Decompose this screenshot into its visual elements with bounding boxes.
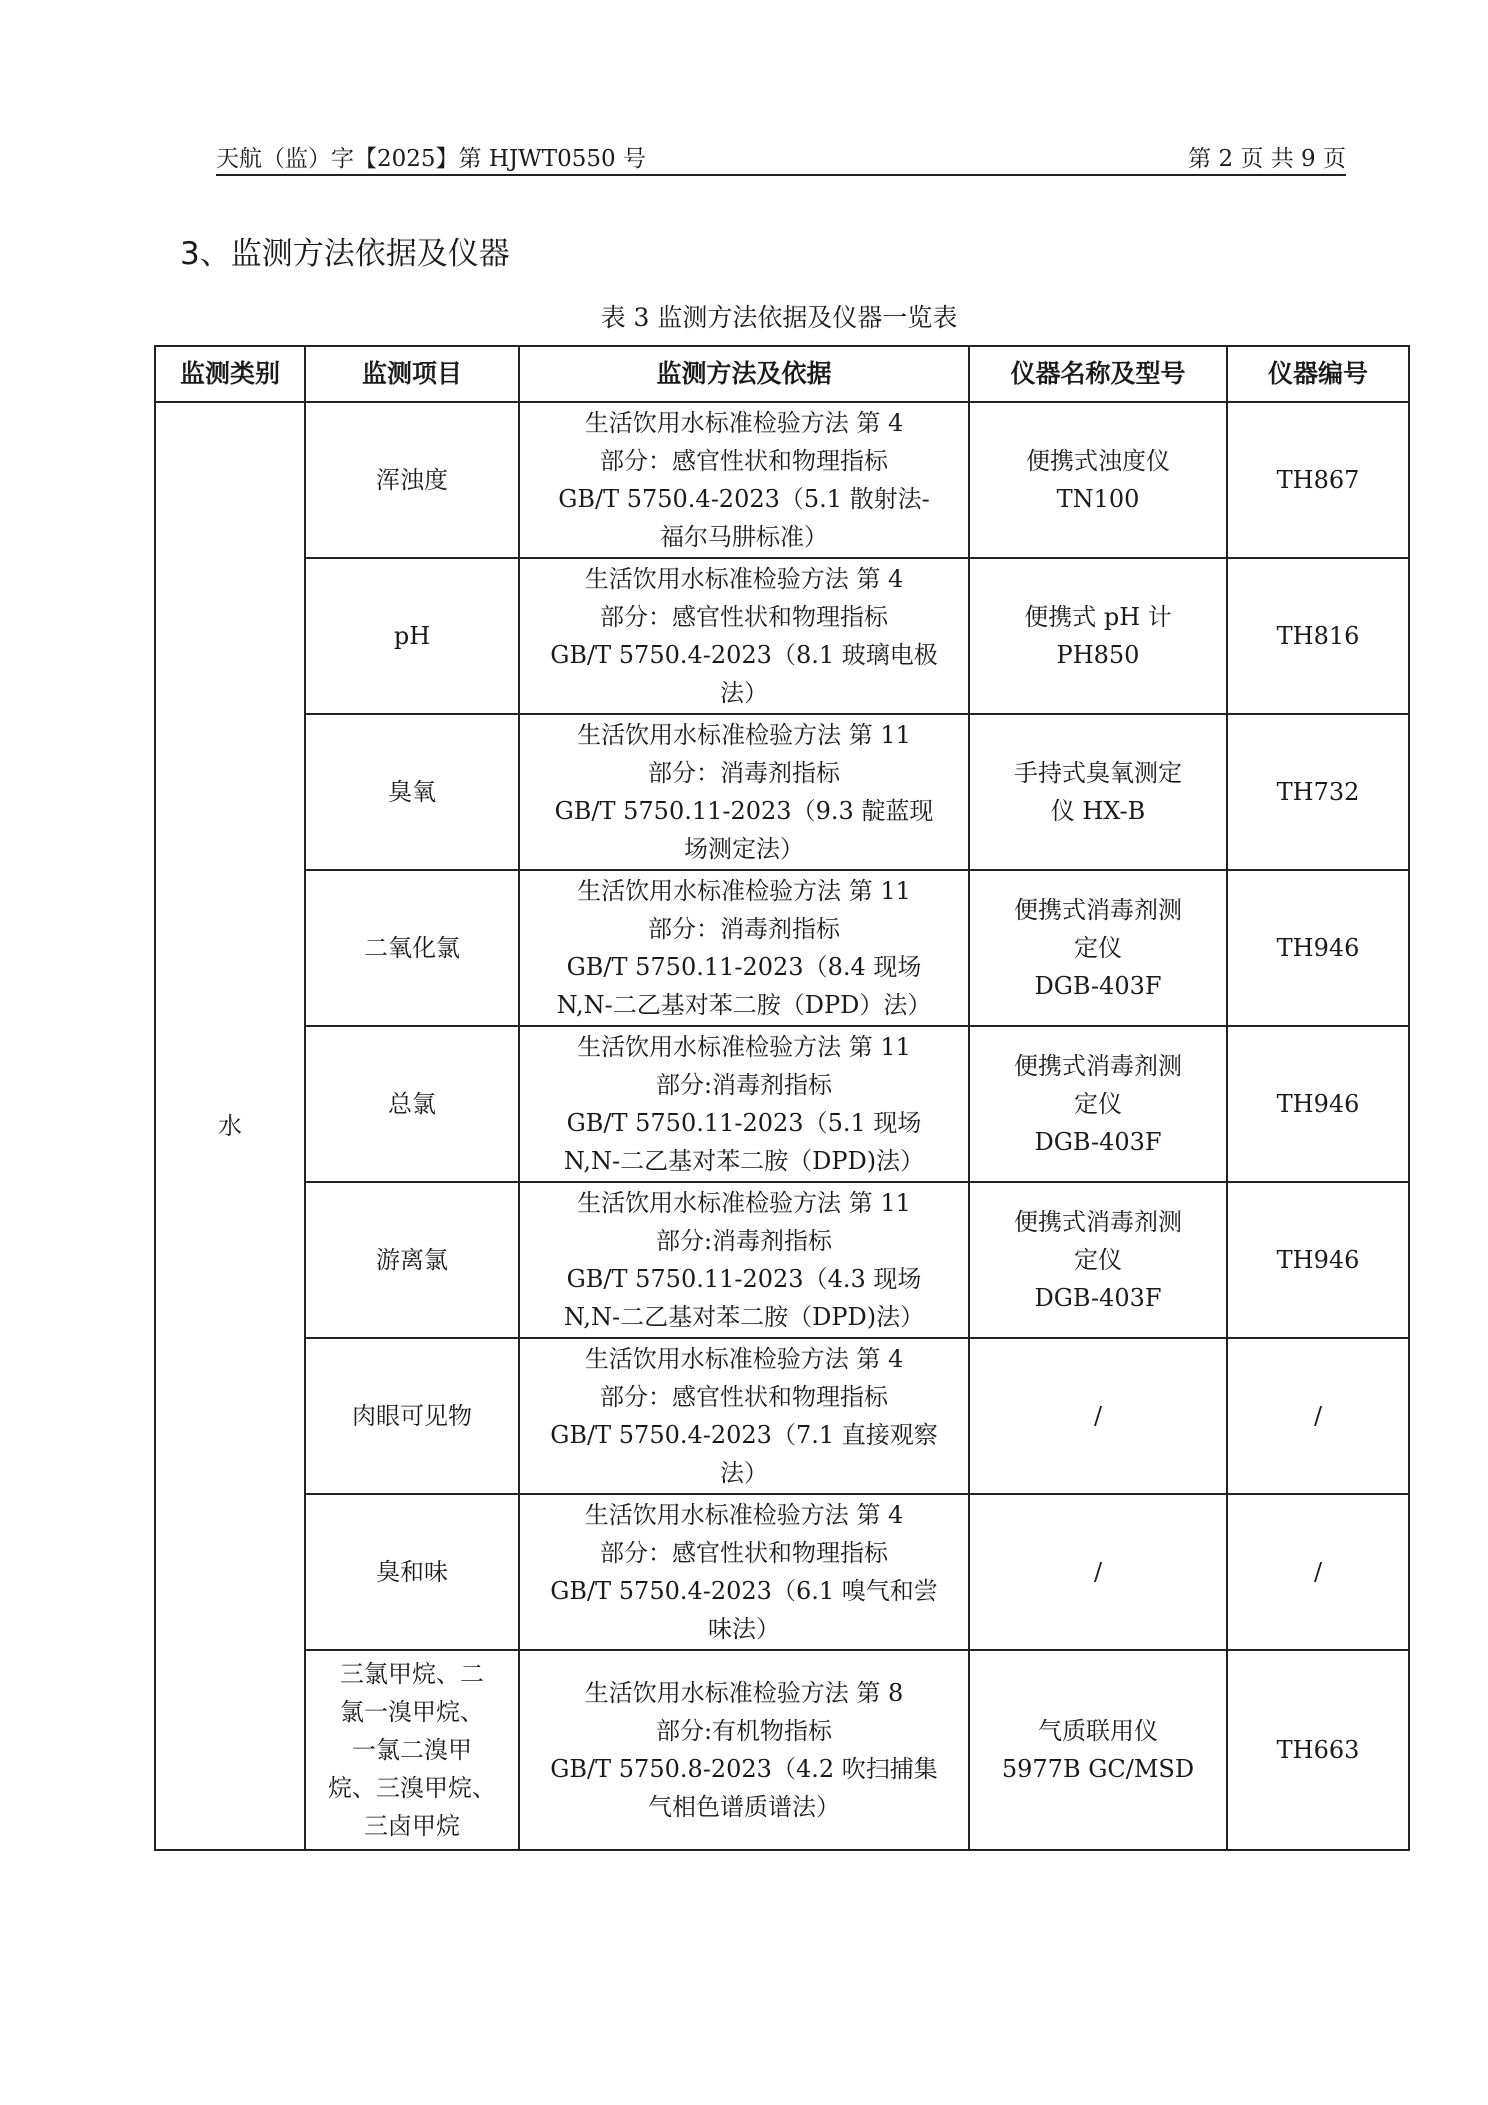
item-cell-line: 肉眼可见物 bbox=[352, 1402, 472, 1430]
method-cell-line: 部分:消毒剂指标 bbox=[655, 1227, 833, 1255]
method-cell-line: 气相色谱质谱法） bbox=[648, 1793, 840, 1821]
code-cell: / bbox=[1227, 1338, 1409, 1494]
item-cell-line: 总氯 bbox=[388, 1090, 436, 1118]
method-cell-line: 生活饮用水标准检验方法 第 11 bbox=[577, 1189, 911, 1217]
instrument-cell bbox=[969, 1182, 1227, 1338]
table-header-row bbox=[155, 346, 1409, 402]
instrument-cell bbox=[969, 558, 1227, 714]
item-cell bbox=[305, 1494, 519, 1650]
instrument-cell-line: DGB-403F bbox=[1034, 1128, 1162, 1156]
instrument-cell bbox=[969, 1494, 1227, 1650]
col-header-method: 监测方法及依据 bbox=[519, 346, 969, 402]
method-cell-line: GB/T 5750.11-2023（4.3 现场 bbox=[566, 1265, 922, 1293]
method-cell bbox=[519, 1650, 969, 1850]
method-cell-line: 生活饮用水标准检验方法 第 4 bbox=[584, 1501, 904, 1529]
method-cell bbox=[519, 870, 969, 1026]
method-cell-line: 部分：感官性状和物理指标 bbox=[600, 603, 888, 631]
table-row bbox=[155, 1338, 1409, 1494]
instrument-cell bbox=[969, 1650, 1227, 1850]
item-cell-line: 臭和味 bbox=[376, 1558, 448, 1586]
item-cell bbox=[305, 1338, 519, 1494]
instrument-cell bbox=[969, 402, 1227, 558]
method-cell-line: 生活饮用水标准检验方法 第 11 bbox=[577, 1033, 911, 1061]
item-cell bbox=[305, 558, 519, 714]
method-cell-line: N,N-二乙基对苯二胺（DPD)法） bbox=[563, 1147, 925, 1175]
section-title: 3、监测方法依据及仪器 bbox=[180, 236, 510, 272]
table-row bbox=[155, 402, 1409, 558]
item-cell-line: 二氧化氯 bbox=[364, 934, 460, 962]
table-row bbox=[155, 1650, 1409, 1850]
category-cell: 水 bbox=[155, 402, 305, 1850]
table-row bbox=[155, 870, 1409, 1026]
method-cell-line: 场测定法） bbox=[684, 835, 804, 863]
instrument-cell-line: / bbox=[1093, 1558, 1103, 1586]
method-cell-line: 部分:消毒剂指标 bbox=[655, 1071, 833, 1099]
item-cell-line: pH bbox=[393, 622, 431, 650]
instrument-cell-line: 定仪 bbox=[1074, 934, 1122, 962]
table-row bbox=[155, 1026, 1409, 1182]
method-cell-line: N,N-二乙基对苯二胺（DPD）法） bbox=[556, 991, 932, 1019]
instrument-cell-line: 定仪 bbox=[1074, 1090, 1122, 1118]
method-cell-line: 生活饮用水标准检验方法 第 8 bbox=[584, 1679, 904, 1707]
page-header bbox=[216, 140, 1346, 176]
instrument-cell-line: 便携式 pH 计 bbox=[1024, 603, 1172, 631]
item-cell-line: 氯一溴甲烷、 bbox=[340, 1698, 484, 1726]
method-cell-line: 部分：消毒剂指标 bbox=[648, 759, 840, 787]
instrument-cell-line: / bbox=[1093, 1402, 1103, 1430]
item-cell-line: 浑浊度 bbox=[376, 466, 448, 494]
method-cell-line: N,N-二乙基对苯二胺（DPD)法） bbox=[563, 1303, 925, 1331]
instrument-cell-line: DGB-403F bbox=[1034, 972, 1162, 1000]
item-cell-line: 烷、三溴甲烷、 bbox=[328, 1774, 496, 1802]
method-cell-line: 部分：消毒剂指标 bbox=[648, 915, 840, 943]
code-cell: TH946 bbox=[1227, 1182, 1409, 1338]
method-cell bbox=[519, 558, 969, 714]
method-cell-line: 法） bbox=[720, 679, 768, 707]
method-cell-line: 生活饮用水标准检验方法 第 11 bbox=[577, 877, 911, 905]
instrument-cell bbox=[969, 870, 1227, 1026]
item-cell bbox=[305, 402, 519, 558]
table-body bbox=[155, 402, 1409, 1850]
instrument-cell-line: 气质联用仪 bbox=[1038, 1717, 1158, 1745]
table-row bbox=[155, 714, 1409, 870]
method-cell-line: 部分:有机物指标 bbox=[655, 1717, 833, 1745]
item-cell bbox=[305, 870, 519, 1026]
method-cell-line: GB/T 5750.11-2023（8.4 现场 bbox=[566, 953, 922, 981]
instrument-cell-line: PH850 bbox=[1056, 641, 1140, 669]
instrument-cell bbox=[969, 1026, 1227, 1182]
instrument-cell-line: 定仪 bbox=[1074, 1246, 1122, 1274]
method-cell bbox=[519, 714, 969, 870]
instrument-cell-line: 仪 HX-B bbox=[1050, 797, 1146, 825]
method-cell-line: 法） bbox=[720, 1459, 768, 1487]
code-cell: TH946 bbox=[1227, 870, 1409, 1026]
col-header-category: 监测类别 bbox=[155, 346, 305, 402]
item-cell bbox=[305, 1650, 519, 1850]
method-cell-line: 福尔马肼标准） bbox=[660, 523, 828, 551]
method-cell-line: GB/T 5750.4-2023（8.1 玻璃电极 bbox=[550, 641, 938, 669]
method-cell-line: 生活饮用水标准检验方法 第 4 bbox=[584, 409, 904, 437]
method-cell-line: 味法） bbox=[708, 1615, 780, 1643]
item-cell-line: 三氯甲烷、二 bbox=[340, 1660, 484, 1688]
method-cell-line: GB/T 5750.11-2023（9.3 靛蓝现 bbox=[554, 797, 934, 825]
col-header-code: 仪器编号 bbox=[1227, 346, 1409, 402]
method-cell-line: GB/T 5750.11-2023（5.1 现场 bbox=[566, 1109, 922, 1137]
table-row bbox=[155, 1494, 1409, 1650]
code-cell: TH816 bbox=[1227, 558, 1409, 714]
method-cell-line: 生活饮用水标准检验方法 第 11 bbox=[577, 721, 911, 749]
method-cell-line: GB/T 5750.4-2023（6.1 嗅气和尝 bbox=[550, 1577, 938, 1605]
method-cell-line: 部分：感官性状和物理指标 bbox=[600, 447, 888, 475]
method-cell bbox=[519, 402, 969, 558]
method-cell-line: 生活饮用水标准检验方法 第 4 bbox=[584, 565, 904, 593]
method-cell-line: GB/T 5750.4-2023（7.1 直接观察 bbox=[550, 1421, 938, 1449]
report-number: 天航（监）字【2025】第 HJWT0550 号 bbox=[216, 146, 646, 172]
item-cell-line: 三卤甲烷 bbox=[364, 1812, 460, 1840]
method-cell bbox=[519, 1026, 969, 1182]
page-number: 第 2 页 共 9 页 bbox=[1188, 146, 1346, 172]
methods-table bbox=[154, 345, 1410, 1851]
code-cell: TH867 bbox=[1227, 402, 1409, 558]
method-cell-line: 部分：感官性状和物理指标 bbox=[600, 1539, 888, 1567]
instrument-cell-line: 手持式臭氧测定 bbox=[1014, 759, 1182, 787]
method-cell-line: 部分：感官性状和物理指标 bbox=[600, 1383, 888, 1411]
method-cell bbox=[519, 1338, 969, 1494]
instrument-cell-line: 便携式浊度仪 bbox=[1026, 447, 1170, 475]
method-cell bbox=[519, 1494, 969, 1650]
code-cell: TH732 bbox=[1227, 714, 1409, 870]
instrument-cell bbox=[969, 1338, 1227, 1494]
code-cell: / bbox=[1227, 1494, 1409, 1650]
table-title: 表 3 监测方法依据及仪器一览表 bbox=[600, 303, 958, 332]
instrument-cell-line: TN100 bbox=[1056, 485, 1140, 513]
instrument-cell-line: 便携式消毒剂测 bbox=[1014, 1208, 1182, 1236]
code-cell: TH663 bbox=[1227, 1650, 1409, 1850]
method-cell-line: GB/T 5750.8-2023（4.2 吹扫捕集 bbox=[550, 1755, 938, 1783]
item-cell-line: 游离氯 bbox=[376, 1246, 448, 1274]
item-cell-line: 一氯二溴甲 bbox=[352, 1736, 472, 1764]
table-row bbox=[155, 1182, 1409, 1338]
method-cell-line: GB/T 5750.4-2023（5.1 散射法- bbox=[558, 485, 930, 513]
col-header-item: 监测项目 bbox=[305, 346, 519, 402]
col-header-instrument: 仪器名称及型号 bbox=[969, 346, 1227, 402]
instrument-cell-line: 便携式消毒剂测 bbox=[1014, 1052, 1182, 1080]
method-cell-line: 生活饮用水标准检验方法 第 4 bbox=[584, 1345, 904, 1373]
item-cell bbox=[305, 1182, 519, 1338]
instrument-cell bbox=[969, 714, 1227, 870]
code-cell: TH946 bbox=[1227, 1026, 1409, 1182]
instrument-cell-line: DGB-403F bbox=[1034, 1284, 1162, 1312]
instrument-cell-line: 5977B GC/MSD bbox=[1001, 1755, 1195, 1783]
item-cell bbox=[305, 1026, 519, 1182]
item-cell-line: 臭氧 bbox=[388, 778, 436, 806]
instrument-cell-line: 便携式消毒剂测 bbox=[1014, 896, 1182, 924]
method-cell bbox=[519, 1182, 969, 1338]
item-cell bbox=[305, 714, 519, 870]
table-row bbox=[155, 558, 1409, 714]
